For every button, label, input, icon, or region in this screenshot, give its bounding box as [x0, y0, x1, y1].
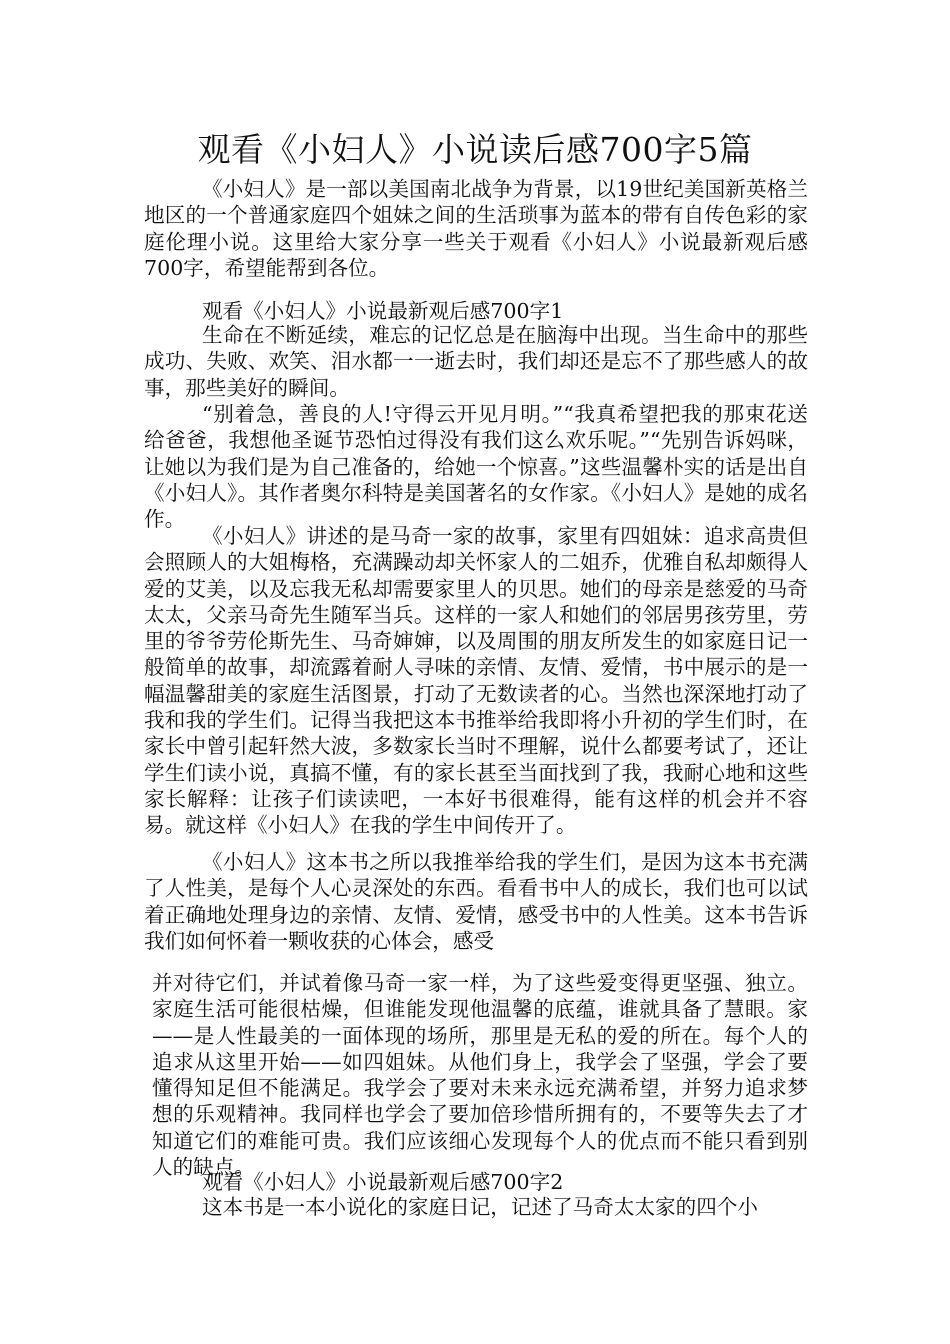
section-1-paragraph-3: 《小妇人》讲述的是马奇一家的故事，家里有四姐妹：追求高贵但会照顾人的大姐梅格，充满躁动却关怀家人的二姐乔，优雅自私却颇得人爱的艾美，以及忘我无私却需要家里人的贝思。她们的母亲是慈爱的马奇太太，父亲马奇先生随军当兵。这样的一家人和她们的邻居男孩劳里，劳里的爷爷劳伦斯先生、马奇婶婶，以及周围的朋友所发生的如家庭日记一般简单的故事，却流露着耐人寻味的亲情、友情、爱情，书中展示的是一幅温馨甜美的家庭生活图景，打动了无数读者的心。当然也深深地打动了我和我的学生们。记得当我把这本书推举给我即将小升初的学生们时，在家长中曾引起轩然大波，多数家长当时不理解，说什么都要考试了，还让学生们读小说，真搞不懂，有的家长甚至当面找到了我，我耐心地和这些家长解释：让孩子们读读吧，一本好书很难得，能有这样的机会并不容易。就这样《小妇人》在我的学生中间传开了。	[144, 524, 808, 838]
document-title: 观看《小妇人》小说读后感700字5篇	[197, 130, 753, 169]
section-2-heading: 观看《小妇人》小说最新观后感700字2	[202, 1170, 564, 1194]
intro-paragraph: 《小妇人》是一部以美国南北战争为背景，以19世纪美国新英格兰地区的一个普通家庭四个姐妹之间的生活琐事为蓝本的带有自传色彩的家庭伦理小说。这里给大家分享一些关于观看《小妇人》小说最新观后感700字，希望能帮到各位。	[144, 177, 808, 280]
section-1-paragraph-1: 生命在不断延续，难忘的记忆总是在脑海中出现。当生命中的那些成功、失败、欢笑、泪水都一一逝去时，我们却还是忘不了那些感人的故事，那些美好的瞬间。	[144, 323, 808, 400]
section-2-paragraph-1: 这本书是一本小说化的家庭日记，记述了马奇太太家的四个小	[202, 1195, 759, 1219]
section-1-paragraph-4: 《小妇人》这本书之所以我推举给我的学生们，是因为这本书充满了人性美，是每个人心灵深处的东西。看看书中人的成长，我们也可以试着正确地处理身边的亲情、友情、爱情，感受书中的人性美。这本书告诉我们如何怀着一颗收获的心体会，感受	[144, 850, 808, 953]
section-1-paragraph-2: “别着急，善良的人!守得云开见月明。”“我真希望把我的那束花送给爸爸，我想他圣诞节恐怕过得没有我们这么欢乐呢。”“先别告诉妈咪，让她以为我们是为自己准备的，给她一个惊喜。”这些温馨朴实的话是出自《小妇人》。其作者奥尔科特是美国著名的女作家。《小妇人》是她的成名作。	[144, 402, 808, 532]
section-1-heading: 观看《小妇人》小说最新观后感700字1	[202, 299, 564, 323]
section-1-paragraph-5: 并对待它们，并试着像马奇一家一样，为了这些爱变得更坚强、独立。家庭生活可能很枯燥，但谁能发现他温馨的底蕴，谁就具备了慧眼。家——是人性最美的一面体现的场所，那里是无私的爱的所在。每个人的追求从这里开始——如四姐妹。从他们身上，我学会了坚强，学会了要懂得知足但不能满足。我学会了要对未来永远充满希望，并努力追求梦想的乐观精神。我同样也学会了要加倍珍惜所拥有的，不要等失去了才知道它们的难能可贵。我们应该细心发现每个人的优点而不能只看到别人的缺点。	[152, 971, 808, 1180]
